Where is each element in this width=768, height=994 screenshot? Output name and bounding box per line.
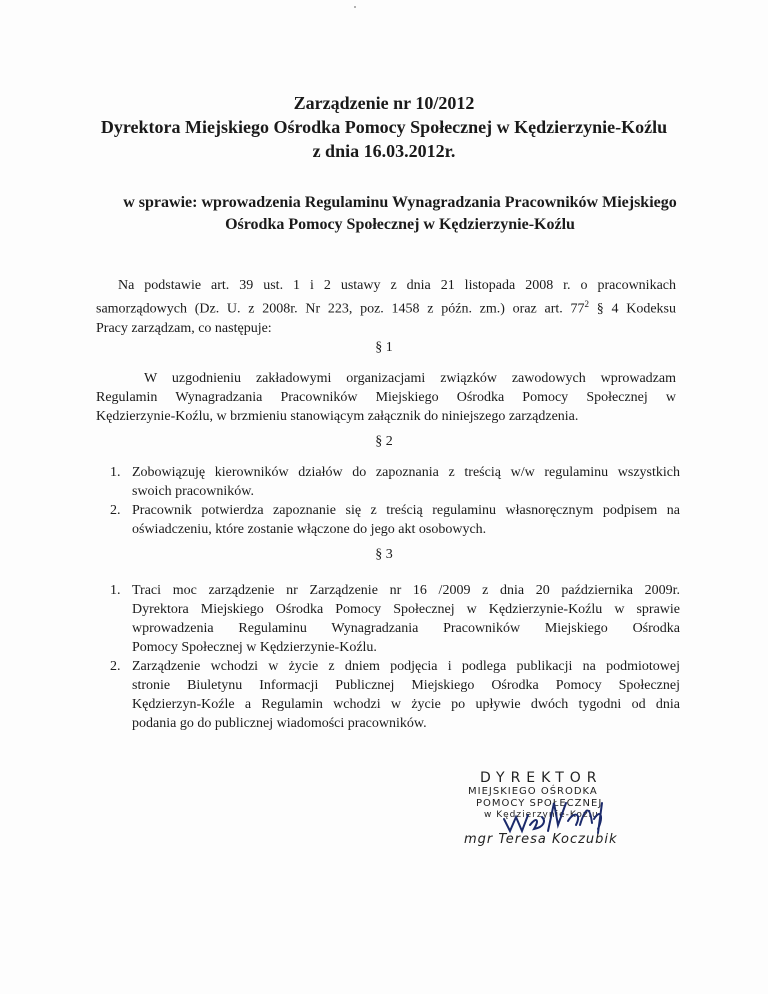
preamble-line: Pracy zarządzam, co następuje: [96,320,272,336]
section-1-line: Regulamin Wynagradzania Pracowników Miejskiego Ośrodka Pomocy Społecznej w [96,390,676,405]
preamble-text: § 4 Kodeksu [589,301,676,317]
preamble-text: samorządowych (Dz. U. z 2008r. Nr 223, poz. 1458 z późn. zm.) oraz art. 77 [96,301,585,317]
subject-line-1: w sprawie: wprowadzenia Regulaminu Wynagradzania Pracowników Miejskiego [123,194,677,211]
stamp-name: mgr Teresa Koczubik [464,832,618,847]
preamble-line: Na podstawie art. 39 ust. 1 i 2 ustawy z dnia 21 listopada 2008 r. o pracownikach [118,278,676,293]
preamble-paragraph [96,276,676,338]
section-2-list [110,463,680,539]
list-line: wprowadzenia Regulaminu Wynagradzania Pracowników Miejskiego Ośrodka [132,621,680,636]
list-item [110,657,680,733]
document-issuer: Dyrektora Miejskiego Ośrodka Pomocy Społecznej w Kędzierzynie-Koźlu [100,117,668,137]
list-number: 2. [110,659,121,674]
list-line: stronie Biuletynu Informacji Publicznej Miejskiego Ośrodka Pomocy Społecznej [132,678,680,693]
list-line: podania go do publicznej wiadomości pracowników. [132,716,427,731]
subject-line-2: Ośrodka Pomocy Społecznej w Kędzierzynie-Koźlu [225,216,575,233]
scan-speck [352,4,358,10]
superscript: 2 [584,299,590,309]
preamble-line [96,295,676,319]
stamp-line: w Kędzierzynie-Koźlu [484,810,599,820]
list-item [110,581,680,657]
document-date: z dnia 16.03.2012r. [312,141,456,161]
stamp-line: MIEJSKIEGO OŚRODKA [468,786,598,797]
list-line: oświadczeniu, które zostanie włączone do jego akt osobowych. [132,522,487,537]
stamp-line: POMOCY SPOŁECZNEJ [476,798,603,809]
section-1-heading: § 1 [375,340,393,355]
list-number: 1. [110,465,121,480]
list-line: Traci moc zarządzenie nr Zarządzenie nr 16 /2009 z dnia 20 października 2009r. [132,583,680,598]
list-item [110,501,680,539]
list-line: Zarządzenie wchodzi w życie z dniem podjęcia i podlega publikacji na podmiotowej [132,659,680,674]
handwritten-signature [500,795,610,835]
list-line: Dyrektora Miejskiego Ośrodka Pomocy Społecznej w Kędzierzynie-Koźlu w sprawie [132,602,680,617]
list-line: swoich pracowników. [132,484,254,499]
section-2-heading: § 2 [375,434,393,449]
list-line: Zobowiązuję kierowników działów do zapoznania z treścią w/w regulaminu wszystkich [132,465,680,480]
list-line: Kędzierzyn-Koźle a Regulamin wchodzi w życie po upływie dwóch tygodni od dnia [132,697,680,712]
list-line: Pracownik potwierdza zapoznanie się z treścią regulaminu własnoręcznym podpisem na [132,503,680,518]
list-item [110,463,680,501]
section-1-line: Kędzierzynie-Koźlu, w brzmieniu stanowiącym załącznik do niniejszego zarządzenia. [96,409,579,424]
document-title: Zarządzenie nr 10/2012 [293,93,475,113]
section-3-heading: § 3 [375,547,393,562]
list-number: 2. [110,503,121,518]
list-number: 1. [110,583,121,598]
list-line: Pomocy Społecznej w Kędzierzynie-Koźlu. [132,640,377,655]
section-1-line: W uzgodnieniu zakładowymi organizacjami związków zawodowych wprowadzam [144,371,676,386]
section-3-list [110,581,680,733]
stamp-title: DYREKTOR [480,770,603,786]
section-1-paragraph [96,369,676,426]
